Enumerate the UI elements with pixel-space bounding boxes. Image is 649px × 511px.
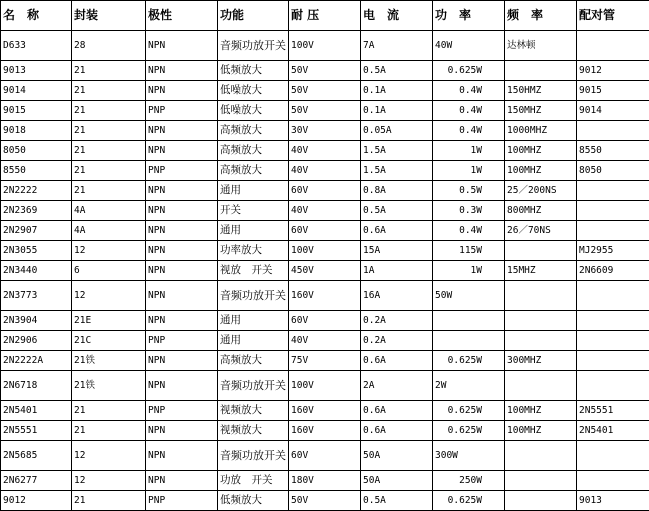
cell-power: 0.4W bbox=[433, 81, 505, 101]
cell-voltage: 50V bbox=[289, 81, 361, 101]
table-row bbox=[1, 201, 649, 221]
cell-voltage: 75V bbox=[289, 351, 361, 371]
header-name: 名 称 bbox=[1, 1, 72, 31]
cell-frequency: 25／200NS bbox=[505, 181, 577, 201]
cell-polarity: NPN bbox=[146, 181, 218, 201]
cell-name: 9015 bbox=[1, 101, 72, 121]
cell-package: 12 bbox=[72, 471, 146, 491]
cell-function: 音频功放开关 bbox=[218, 371, 289, 401]
cell-polarity: NPN bbox=[146, 241, 218, 261]
cell-current: 50A bbox=[361, 441, 433, 471]
table-row bbox=[1, 161, 649, 181]
cell-current: 0.2A bbox=[361, 311, 433, 331]
cell-power: 0.4W bbox=[433, 121, 505, 141]
cell-function: 低噪放大 bbox=[218, 81, 289, 101]
table-row bbox=[1, 441, 649, 471]
cell-polarity: NPN bbox=[146, 281, 218, 311]
cell-voltage: 50V bbox=[289, 101, 361, 121]
table-row bbox=[1, 61, 649, 81]
cell-power bbox=[433, 311, 505, 331]
cell-function: 音频功放开关 bbox=[218, 441, 289, 471]
cell-voltage: 160V bbox=[289, 281, 361, 311]
cell-voltage: 100V bbox=[289, 241, 361, 261]
cell-voltage: 60V bbox=[289, 181, 361, 201]
cell-voltage: 30V bbox=[289, 121, 361, 141]
cell-power: 0.3W bbox=[433, 201, 505, 221]
table-row bbox=[1, 401, 649, 421]
cell-frequency: 15MHZ bbox=[505, 261, 577, 281]
header-power: 功 率 bbox=[433, 1, 505, 31]
cell-name: 9014 bbox=[1, 81, 72, 101]
cell-polarity: NPN bbox=[146, 121, 218, 141]
table-row bbox=[1, 31, 649, 61]
cell-name: 9013 bbox=[1, 61, 72, 81]
cell-voltage: 40V bbox=[289, 331, 361, 351]
table-row bbox=[1, 241, 649, 261]
cell-name: 8050 bbox=[1, 141, 72, 161]
cell-current: 0.5A bbox=[361, 61, 433, 81]
header-package: 封装 bbox=[72, 1, 146, 31]
cell-pair: 9012 bbox=[577, 61, 649, 81]
cell-voltage: 60V bbox=[289, 221, 361, 241]
table-row bbox=[1, 421, 649, 441]
cell-function: 功放 开关 bbox=[218, 471, 289, 491]
cell-name: 2N5401 bbox=[1, 401, 72, 421]
cell-current: 0.8A bbox=[361, 181, 433, 201]
cell-name: 2N2222A bbox=[1, 351, 72, 371]
cell-package: 21C bbox=[72, 331, 146, 351]
cell-frequency: 100MHZ bbox=[505, 421, 577, 441]
cell-current: 15A bbox=[361, 241, 433, 261]
cell-polarity: NPN bbox=[146, 141, 218, 161]
header-function: 功能 bbox=[218, 1, 289, 31]
cell-current: 50A bbox=[361, 471, 433, 491]
header-row bbox=[1, 1, 649, 31]
cell-package: 4A bbox=[72, 201, 146, 221]
cell-package: 21 bbox=[72, 61, 146, 81]
cell-pair: 8050 bbox=[577, 161, 649, 181]
cell-power: 0.625W bbox=[433, 351, 505, 371]
cell-pair bbox=[577, 331, 649, 351]
cell-voltage: 60V bbox=[289, 311, 361, 331]
cell-package: 21 bbox=[72, 81, 146, 101]
cell-current: 2A bbox=[361, 371, 433, 401]
cell-function: 高频放大 bbox=[218, 351, 289, 371]
cell-pair: 9015 bbox=[577, 81, 649, 101]
cell-polarity: PNP bbox=[146, 331, 218, 351]
cell-polarity: NPN bbox=[146, 311, 218, 331]
cell-polarity: PNP bbox=[146, 401, 218, 421]
cell-name: 2N3055 bbox=[1, 241, 72, 261]
cell-current: 0.6A bbox=[361, 221, 433, 241]
cell-name: 2N2906 bbox=[1, 331, 72, 351]
cell-package: 28 bbox=[72, 31, 146, 61]
cell-current: 1.5A bbox=[361, 161, 433, 181]
cell-pair bbox=[577, 371, 649, 401]
table-row bbox=[1, 141, 649, 161]
cell-power: 0.625W bbox=[433, 421, 505, 441]
cell-name: 2N3773 bbox=[1, 281, 72, 311]
cell-pair bbox=[577, 311, 649, 331]
header-frequency: 频 率 bbox=[505, 1, 577, 31]
table-row bbox=[1, 281, 649, 311]
cell-polarity: NPN bbox=[146, 81, 218, 101]
cell-frequency: 100MHZ bbox=[505, 141, 577, 161]
cell-package: 21 bbox=[72, 401, 146, 421]
header-polarity: 极性 bbox=[146, 1, 218, 31]
cell-current: 0.5A bbox=[361, 491, 433, 511]
cell-frequency bbox=[505, 441, 577, 471]
cell-power: 2W bbox=[433, 371, 505, 401]
table-body bbox=[1, 31, 649, 511]
cell-pair bbox=[577, 351, 649, 371]
table-row bbox=[1, 81, 649, 101]
cell-power: 40W bbox=[433, 31, 505, 61]
cell-name: 2N6277 bbox=[1, 471, 72, 491]
cell-frequency bbox=[505, 491, 577, 511]
cell-power: 50W bbox=[433, 281, 505, 311]
cell-polarity: NPN bbox=[146, 221, 218, 241]
cell-function: 通用 bbox=[218, 221, 289, 241]
cell-voltage: 40V bbox=[289, 161, 361, 181]
cell-name: 9012 bbox=[1, 491, 72, 511]
cell-function: 通用 bbox=[218, 181, 289, 201]
cell-power: 0.625W bbox=[433, 61, 505, 81]
cell-name: D633 bbox=[1, 31, 72, 61]
cell-power: 1W bbox=[433, 161, 505, 181]
cell-package: 21 bbox=[72, 101, 146, 121]
cell-current: 1.5A bbox=[361, 141, 433, 161]
cell-pair: 2N6609 bbox=[577, 261, 649, 281]
cell-name: 2N2222 bbox=[1, 181, 72, 201]
cell-voltage: 40V bbox=[289, 201, 361, 221]
cell-function: 开关 bbox=[218, 201, 289, 221]
cell-current: 0.6A bbox=[361, 421, 433, 441]
cell-frequency: 300MHZ bbox=[505, 351, 577, 371]
cell-package: 21 bbox=[72, 491, 146, 511]
cell-package: 21 bbox=[72, 161, 146, 181]
cell-name: 2N6718 bbox=[1, 371, 72, 401]
table-row bbox=[1, 261, 649, 281]
table-row bbox=[1, 331, 649, 351]
cell-package: 12 bbox=[72, 281, 146, 311]
cell-name: 2N3904 bbox=[1, 311, 72, 331]
cell-pair: 9014 bbox=[577, 101, 649, 121]
cell-package: 21铁 bbox=[72, 351, 146, 371]
cell-function: 视频放大 bbox=[218, 421, 289, 441]
cell-voltage: 100V bbox=[289, 371, 361, 401]
cell-voltage: 450V bbox=[289, 261, 361, 281]
cell-polarity: NPN bbox=[146, 31, 218, 61]
cell-frequency bbox=[505, 61, 577, 81]
cell-current: 0.1A bbox=[361, 101, 433, 121]
cell-package: 21 bbox=[72, 181, 146, 201]
cell-voltage: 180V bbox=[289, 471, 361, 491]
cell-power bbox=[433, 331, 505, 351]
cell-power: 300W bbox=[433, 441, 505, 471]
cell-current: 0.6A bbox=[361, 351, 433, 371]
cell-pair: 2N5551 bbox=[577, 401, 649, 421]
cell-polarity: NPN bbox=[146, 421, 218, 441]
cell-function: 视放 开关 bbox=[218, 261, 289, 281]
cell-pair bbox=[577, 181, 649, 201]
cell-name: 8550 bbox=[1, 161, 72, 181]
cell-pair bbox=[577, 201, 649, 221]
cell-pair bbox=[577, 121, 649, 141]
cell-frequency: 800MHZ bbox=[505, 201, 577, 221]
cell-name: 9018 bbox=[1, 121, 72, 141]
cell-package: 21铁 bbox=[72, 371, 146, 401]
cell-function: 高频放大 bbox=[218, 121, 289, 141]
cell-frequency: 100MHZ bbox=[505, 401, 577, 421]
cell-function: 视频放大 bbox=[218, 401, 289, 421]
cell-frequency: 100MHZ bbox=[505, 161, 577, 181]
cell-function: 高频放大 bbox=[218, 141, 289, 161]
cell-name: 2N2907 bbox=[1, 221, 72, 241]
cell-voltage: 160V bbox=[289, 401, 361, 421]
cell-name: 2N3440 bbox=[1, 261, 72, 281]
cell-power: 0.4W bbox=[433, 221, 505, 241]
cell-package: 12 bbox=[72, 241, 146, 261]
cell-function: 高频放大 bbox=[218, 161, 289, 181]
cell-current: 16A bbox=[361, 281, 433, 311]
cell-frequency: 150HMZ bbox=[505, 81, 577, 101]
cell-current: 1A bbox=[361, 261, 433, 281]
cell-name: 2N5685 bbox=[1, 441, 72, 471]
cell-frequency bbox=[505, 331, 577, 351]
cell-name: 2N2369 bbox=[1, 201, 72, 221]
cell-voltage: 100V bbox=[289, 31, 361, 61]
cell-polarity: NPN bbox=[146, 201, 218, 221]
cell-polarity: NPN bbox=[146, 371, 218, 401]
cell-polarity: NPN bbox=[146, 351, 218, 371]
cell-pair bbox=[577, 31, 649, 61]
cell-current: 0.1A bbox=[361, 81, 433, 101]
table-row bbox=[1, 181, 649, 201]
cell-current: 0.5A bbox=[361, 201, 433, 221]
cell-function: 功率放大 bbox=[218, 241, 289, 261]
cell-current: 0.6A bbox=[361, 401, 433, 421]
cell-frequency: 150MHZ bbox=[505, 101, 577, 121]
cell-frequency: 26／70NS bbox=[505, 221, 577, 241]
cell-polarity: PNP bbox=[146, 101, 218, 121]
cell-package: 21 bbox=[72, 121, 146, 141]
cell-voltage: 60V bbox=[289, 441, 361, 471]
cell-polarity: NPN bbox=[146, 471, 218, 491]
cell-frequency bbox=[505, 311, 577, 331]
cell-power: 115W bbox=[433, 241, 505, 261]
cell-pair: 8550 bbox=[577, 141, 649, 161]
cell-polarity: PNP bbox=[146, 161, 218, 181]
cell-power: 0.5W bbox=[433, 181, 505, 201]
cell-package: 21 bbox=[72, 421, 146, 441]
cell-pair bbox=[577, 441, 649, 471]
cell-power: 0.4W bbox=[433, 101, 505, 121]
cell-voltage: 40V bbox=[289, 141, 361, 161]
cell-pair: 9013 bbox=[577, 491, 649, 511]
cell-package: 4A bbox=[72, 221, 146, 241]
table-row bbox=[1, 491, 649, 511]
cell-power: 1W bbox=[433, 261, 505, 281]
cell-polarity: NPN bbox=[146, 441, 218, 471]
cell-pair: MJ2955 bbox=[577, 241, 649, 261]
cell-current: 0.05A bbox=[361, 121, 433, 141]
cell-package: 6 bbox=[72, 261, 146, 281]
cell-package: 21E bbox=[72, 311, 146, 331]
cell-frequency bbox=[505, 281, 577, 311]
cell-current: 7A bbox=[361, 31, 433, 61]
header-current: 电 流 bbox=[361, 1, 433, 31]
table-row bbox=[1, 221, 649, 241]
cell-frequency: 1000MHZ bbox=[505, 121, 577, 141]
cell-power: 250W bbox=[433, 471, 505, 491]
cell-function: 通用 bbox=[218, 311, 289, 331]
cell-voltage: 160V bbox=[289, 421, 361, 441]
cell-function: 音频功放开关 bbox=[218, 31, 289, 61]
cell-frequency bbox=[505, 241, 577, 261]
cell-function: 低频放大 bbox=[218, 491, 289, 511]
cell-function: 通用 bbox=[218, 331, 289, 351]
cell-power: 0.625W bbox=[433, 491, 505, 511]
cell-frequency: 达林顿 bbox=[505, 31, 577, 61]
cell-polarity: PNP bbox=[146, 491, 218, 511]
cell-pair: 2N5401 bbox=[577, 421, 649, 441]
cell-frequency bbox=[505, 371, 577, 401]
header-pair: 配对管 bbox=[577, 1, 649, 31]
table-row bbox=[1, 121, 649, 141]
cell-package: 12 bbox=[72, 441, 146, 471]
header-voltage: 耐 压 bbox=[289, 1, 361, 31]
cell-pair bbox=[577, 221, 649, 241]
table-row bbox=[1, 101, 649, 121]
cell-function: 音频功放开关 bbox=[218, 281, 289, 311]
table-row bbox=[1, 371, 649, 401]
cell-package: 21 bbox=[72, 141, 146, 161]
cell-power: 0.625W bbox=[433, 401, 505, 421]
cell-voltage: 50V bbox=[289, 61, 361, 81]
cell-voltage: 50V bbox=[289, 491, 361, 511]
cell-current: 0.2A bbox=[361, 331, 433, 351]
cell-pair bbox=[577, 281, 649, 311]
cell-polarity: NPN bbox=[146, 61, 218, 81]
table-row bbox=[1, 311, 649, 331]
cell-power: 1W bbox=[433, 141, 505, 161]
cell-polarity: NPN bbox=[146, 261, 218, 281]
cell-function: 低噪放大 bbox=[218, 101, 289, 121]
table-row bbox=[1, 351, 649, 371]
cell-name: 2N5551 bbox=[1, 421, 72, 441]
cell-function: 低频放大 bbox=[218, 61, 289, 81]
